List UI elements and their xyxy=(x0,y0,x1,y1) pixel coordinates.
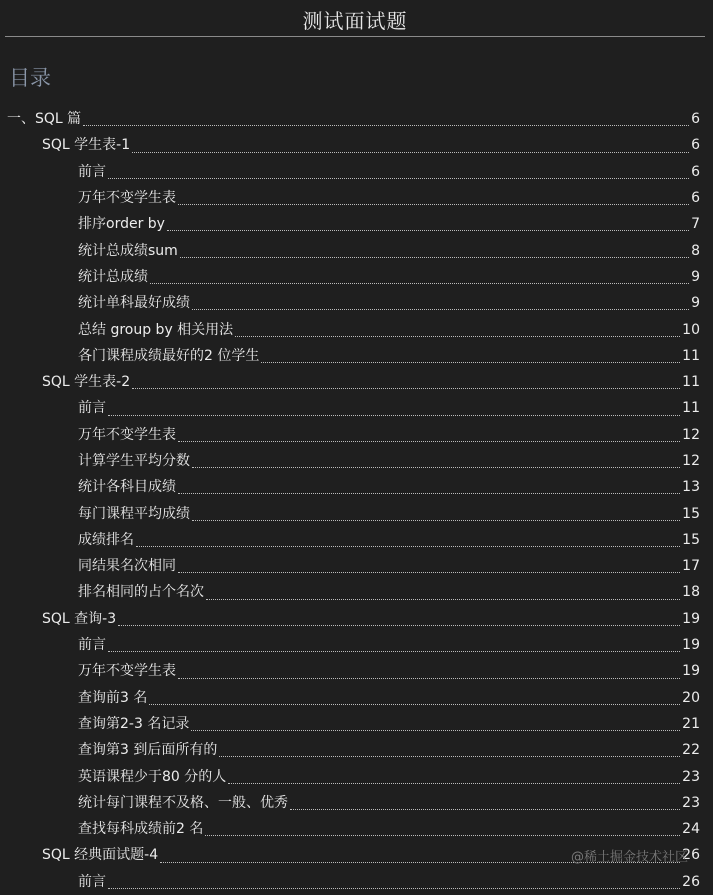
toc-entry[interactable] xyxy=(0,211,713,237)
toc-entry[interactable] xyxy=(0,816,713,842)
toc-entry-label: 万年不变学生表 xyxy=(78,190,176,207)
toc-entry-page-number: 12 xyxy=(682,426,700,443)
toc-dot-leader xyxy=(180,257,689,258)
toc-entry-label: 计算学生平均分数 xyxy=(78,453,190,469)
toc-entry-label: 查询第2-3 名记录 xyxy=(78,715,190,732)
toc-entry-label: 统计总成绩sum xyxy=(78,242,178,259)
toc-dot-leader xyxy=(261,362,680,363)
toc-entry[interactable] xyxy=(0,132,713,158)
toc-entry-page-number: 8 xyxy=(691,242,700,259)
toc-dot-leader xyxy=(136,546,680,547)
toc-entry-label: 成绩排名 xyxy=(78,531,134,548)
toc-dot-leader xyxy=(178,204,689,205)
toc-heading: 目录 xyxy=(9,66,51,90)
toc-entry[interactable] xyxy=(0,606,713,632)
watermark: @稀土掘金技术社区 xyxy=(570,850,688,865)
toc-entry-label: SQL 经典面试题-4 xyxy=(42,847,159,864)
toc-dot-leader xyxy=(191,730,680,731)
toc-entry-label: SQL 学生表-1 xyxy=(42,137,131,154)
toc-entry[interactable] xyxy=(0,343,713,369)
toc-entry-label: SQL 学生表-2 xyxy=(42,374,131,391)
toc-dot-leader xyxy=(118,625,680,626)
toc-dot-leader xyxy=(108,415,680,416)
toc-entry-label: 前言 xyxy=(78,163,106,180)
toc-entry-label: 同结果名次相同 xyxy=(78,558,176,575)
toc-entry-label: 统计各科目成绩 xyxy=(78,479,176,496)
toc-entry[interactable] xyxy=(0,527,713,553)
toc-entry-label: 英语课程少于80 分的人 xyxy=(78,768,227,785)
toc-dot-leader xyxy=(132,388,680,389)
toc-entry[interactable] xyxy=(0,395,713,421)
toc-entry[interactable] xyxy=(0,237,713,263)
toc-entry-page-number: 23 xyxy=(682,768,700,785)
toc-entry-label: 万年不变学生表 xyxy=(78,426,176,443)
table-of-contents xyxy=(0,106,713,895)
toc-entry-label: 万年不变学生表 xyxy=(78,663,176,680)
toc-entry-page-number: 20 xyxy=(682,689,700,706)
toc-dot-leader xyxy=(205,835,680,836)
toc-entry-label: 各门课程成绩最好的2 位学生 xyxy=(78,347,260,364)
toc-entry-page-number: 24 xyxy=(682,821,700,838)
toc-entry[interactable] xyxy=(0,711,713,737)
toc-entry-label: 统计每门课程不及格、一般、优秀 xyxy=(78,794,288,811)
toc-dot-leader xyxy=(150,283,689,284)
toc-entry[interactable] xyxy=(0,632,713,658)
toc-entry-page-number: 22 xyxy=(682,742,700,759)
toc-entry-page-number: 26 xyxy=(682,847,700,864)
toc-entry-label: 前言 xyxy=(78,873,106,890)
toc-entry[interactable] xyxy=(0,685,713,711)
toc-entry-page-number: 17 xyxy=(682,558,700,575)
toc-entry-page-number: 11 xyxy=(682,400,700,417)
toc-entry-page-number: 15 xyxy=(682,505,700,522)
toc-dot-leader xyxy=(290,809,680,810)
toc-entry[interactable] xyxy=(0,264,713,290)
toc-entry-page-number: 13 xyxy=(682,479,700,496)
toc-dot-leader xyxy=(108,651,680,652)
toc-dot-leader xyxy=(192,309,689,310)
toc-entry[interactable] xyxy=(0,763,713,789)
toc-entry-page-number: 23 xyxy=(682,794,700,811)
toc-entry-label: 总结 group by 相关用法 xyxy=(78,321,234,338)
toc-entry-label: 查询第3 到后面所有的 xyxy=(78,742,218,759)
toc-entry[interactable] xyxy=(0,106,713,132)
toc-entry-page-number: 11 xyxy=(682,347,700,364)
toc-entry-label: SQL 查询-3 xyxy=(42,610,117,627)
toc-entry-page-number: 12 xyxy=(682,453,700,469)
toc-entry-label: 查找每科成绩前2 名 xyxy=(78,821,204,838)
toc-entry-page-number: 19 xyxy=(682,637,700,654)
toc-entry[interactable] xyxy=(0,185,713,211)
toc-entry-page-number: 21 xyxy=(682,715,700,732)
toc-entry-page-number: 9 xyxy=(691,268,700,285)
toc-entry[interactable] xyxy=(0,553,713,579)
toc-entry-page-number: 9 xyxy=(691,295,700,312)
toc-dot-leader xyxy=(235,336,680,337)
toc-entry-label: 一、SQL 篇 xyxy=(7,111,82,128)
toc-entry-label: 前言 xyxy=(78,637,106,654)
toc-dot-leader xyxy=(178,678,680,679)
toc-entry-label: 排序order by xyxy=(78,216,165,233)
toc-entry-page-number: 19 xyxy=(682,663,700,680)
toc-entry-label: 前言 xyxy=(78,400,106,417)
document-header xyxy=(5,0,705,37)
toc-dot-leader xyxy=(108,888,680,889)
toc-dot-leader xyxy=(192,467,680,468)
toc-entry-page-number: 11 xyxy=(682,374,700,391)
toc-entry[interactable] xyxy=(0,658,713,684)
toc-entry-label: 统计总成绩 xyxy=(78,268,148,285)
toc-entry[interactable] xyxy=(0,474,713,500)
toc-entry[interactable] xyxy=(0,448,713,474)
toc-dot-leader xyxy=(83,125,689,126)
document-title: 测试面试题 xyxy=(302,9,408,33)
toc-entry-page-number: 6 xyxy=(691,111,700,128)
toc-dot-leader xyxy=(108,178,689,179)
toc-entry[interactable] xyxy=(0,316,713,342)
toc-entry[interactable] xyxy=(0,290,713,316)
toc-entry-page-number: 6 xyxy=(691,137,700,154)
toc-dot-leader xyxy=(178,441,680,442)
toc-entry-label: 排名相同的占个名次 xyxy=(78,584,204,601)
toc-entry-page-number: 7 xyxy=(691,216,700,233)
toc-entry-page-number: 19 xyxy=(682,610,700,627)
toc-entry[interactable] xyxy=(0,422,713,448)
toc-entry-page-number: 18 xyxy=(682,584,700,601)
toc-entry[interactable] xyxy=(0,369,713,395)
toc-entry-label: 统计单科最好成绩 xyxy=(78,295,190,312)
toc-dot-leader xyxy=(167,230,689,231)
toc-entry[interactable] xyxy=(0,737,713,763)
toc-entry-label: 查询前3 名 xyxy=(78,689,148,706)
toc-entry-page-number: 6 xyxy=(691,163,700,180)
toc-entry-page-number: 6 xyxy=(691,190,700,207)
toc-dot-leader xyxy=(219,756,680,757)
toc-entry[interactable] xyxy=(0,790,713,816)
toc-entry-page-number: 10 xyxy=(682,321,700,338)
toc-dot-leader xyxy=(178,493,680,494)
toc-entry-label: 每门课程平均成绩 xyxy=(78,505,190,522)
toc-dot-leader xyxy=(178,572,680,573)
toc-dot-leader xyxy=(206,599,680,600)
toc-dot-leader xyxy=(149,704,680,705)
toc-entry-page-number: 26 xyxy=(682,873,700,890)
toc-entry[interactable] xyxy=(0,159,713,185)
toc-dot-leader xyxy=(192,520,680,521)
toc-dot-leader xyxy=(132,152,689,153)
toc-entry[interactable] xyxy=(0,579,713,605)
toc-entry[interactable] xyxy=(0,500,713,526)
toc-entry-page-number: 15 xyxy=(682,531,700,548)
toc-dot-leader xyxy=(228,783,680,784)
